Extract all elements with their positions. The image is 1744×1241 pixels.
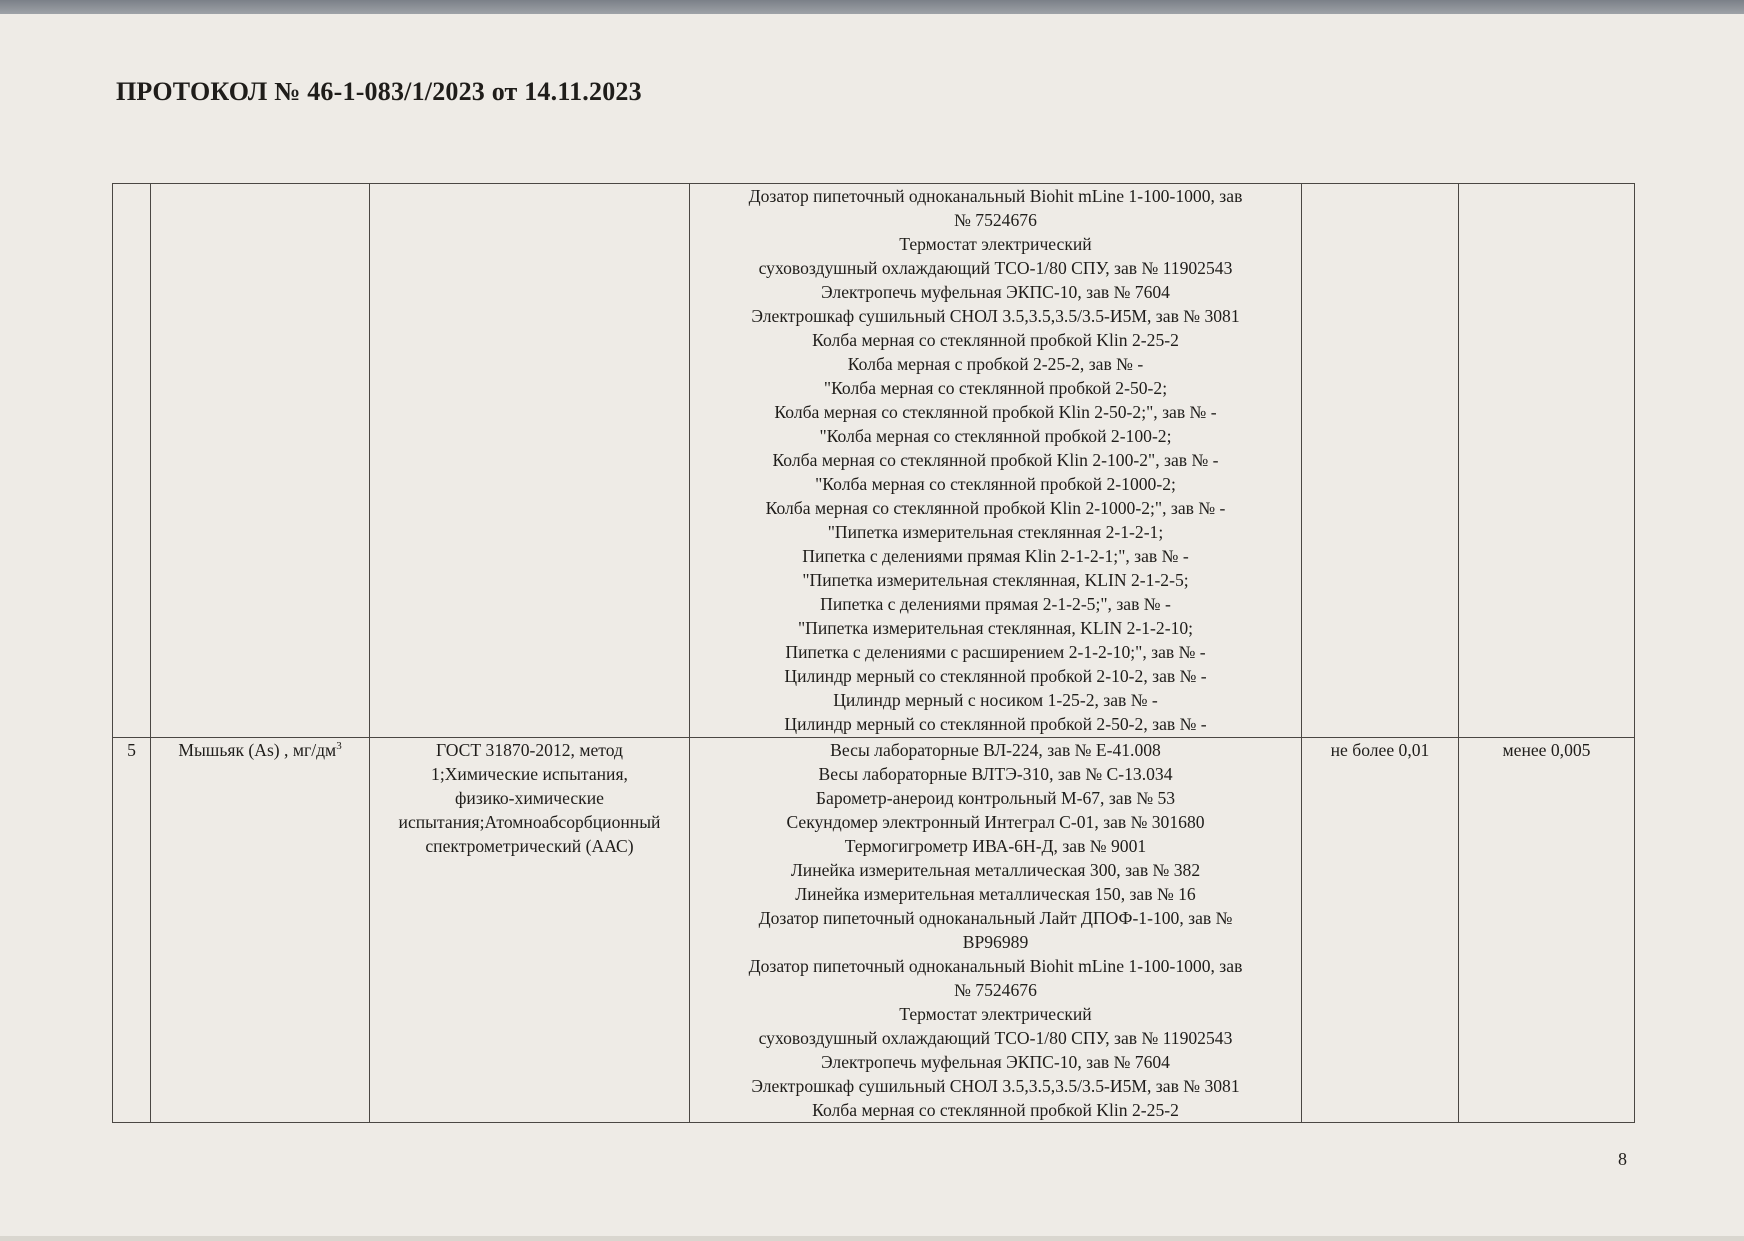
norm-cell — [1302, 184, 1459, 738]
cell-line: Пипетка с делениями с расширением 2-1-2-10;", зав № - — [785, 642, 1206, 662]
cell-line: Дозатор пипеточный одноканальный Biohit mLine 1-100-1000, зав — [748, 956, 1243, 976]
cell-line: физико-химические — [455, 788, 604, 808]
cell-line: Термостат электрический — [899, 1004, 1092, 1024]
result-cell — [1459, 184, 1635, 738]
cell-line: Электрошкаф сушильный СНОЛ 3.5,3.5,3.5/3.5-И5М, зав № 3081 — [751, 306, 1240, 326]
results-table — [112, 183, 1635, 1123]
method-cell — [370, 738, 690, 1123]
cell-line: Дозатор пипеточный одноканальный Biohit mLine 1-100-1000, зав — [748, 186, 1243, 206]
cell-line: Цилиндр мерный со стеклянной пробкой 2-10-2, зав № - — [784, 666, 1207, 686]
page-number: 8 — [1618, 1149, 1627, 1169]
protocol-title: ПРОТОКОЛ № 46-1-083/1/2023 от 14.11.2023 — [116, 77, 642, 106]
method-cell — [370, 184, 690, 738]
cell-line: Термостат электрический — [899, 234, 1092, 254]
cell-line: Термогигрометр ИВА-6Н-Д, зав № 9001 — [844, 836, 1147, 856]
cell-line: Цилиндр мерный со стеклянной пробкой 2-50-2, зав № - — [784, 714, 1207, 734]
result-cell: менее 0,005 — [1459, 738, 1635, 1123]
cell-line: 1;Химические испытания, — [431, 764, 628, 784]
cell-line: Электропечь муфельная ЭКПС-10, зав № 7604 — [821, 1052, 1170, 1072]
cell-line: Колба мерная со стеклянной пробкой Klin 2-50-2;", зав № - — [774, 402, 1217, 422]
unit-exponent: 3 — [336, 740, 342, 753]
indicator-cell — [151, 184, 370, 738]
cell-line: № 7524676 — [954, 210, 1037, 230]
cell-line: "Колба мерная со стеклянной пробкой 2-1000-2; — [815, 474, 1176, 494]
cell-line: Пипетка с делениями прямая 2-1-2-5;", зав № - — [820, 594, 1171, 614]
cell-line: Колба мерная со стеклянной пробкой Klin 2-100-2", зав № - — [772, 450, 1219, 470]
indicator-name: Мышьяк (As) , мг/дм — [178, 740, 337, 760]
cell-line: № 7524676 — [954, 980, 1037, 1000]
cell-line: "Пипетка измерительная стеклянная, KLIN 2-1-2-10; — [797, 618, 1194, 638]
cell-line: Колба мерная со стеклянной пробкой Klin 2-25-2 — [812, 1100, 1179, 1120]
cell-line: "Пипетка измерительная стеклянная 2-1-2-1; — [827, 522, 1164, 542]
cell-line: "Колба мерная со стеклянной пробкой 2-50-2; — [823, 378, 1168, 398]
norm-cell: не более 0,01 — [1302, 738, 1459, 1123]
cell-line: Дозатор пипеточный одноканальный Лайт ДПОФ-1-100, зав № — [758, 908, 1233, 928]
row-number-cell — [113, 184, 151, 738]
cell-line: ВР96989 — [962, 932, 1029, 952]
table-row — [113, 738, 1635, 1123]
cell-line: Колба мерная со стеклянной пробкой Klin 2-1000-2;", зав № - — [765, 498, 1226, 518]
cell-line: Барометр-анероид контрольный М-67, зав № 53 — [815, 788, 1176, 808]
cell-line: Весы лабораторные ВЛТЭ-310, зав № С-13.034 — [818, 764, 1173, 784]
cell-line: Секундомер электронный Интеграл С-01, зав № 301680 — [786, 812, 1205, 832]
equipment-cell — [690, 184, 1302, 738]
cell-line: испытания;Атомноабсорбционный — [398, 812, 661, 832]
cell-line: Цилиндр мерный с носиком 1-25-2, зав № - — [833, 690, 1158, 710]
table-row — [113, 184, 1635, 738]
cell-line: "Пипетка измерительная стеклянная, KLIN 2-1-2-5; — [802, 570, 1189, 590]
cell-line: Линейка измерительная металлическая 300, зав № 382 — [790, 860, 1201, 880]
row-number-cell: 5 — [113, 738, 151, 1123]
cell-line: суховоздушный охлаждающий ТСО-1/80 СПУ, зав № 11902543 — [758, 1028, 1233, 1048]
scan-top-edge — [0, 0, 1744, 14]
cell-line: Колба мерная с пробкой 2-25-2, зав № - — [847, 354, 1144, 374]
indicator-cell — [151, 738, 370, 1123]
cell-line: "Колба мерная со стеклянной пробкой 2-100-2; — [819, 426, 1172, 446]
cell-line: Весы лабораторные ВЛ-224, зав № Е-41.008 — [830, 740, 1161, 760]
cell-line: Пипетка с делениями прямая Klin 2-1-2-1;", зав № - — [802, 546, 1189, 566]
cell-line: Электропечь муфельная ЭКПС-10, зав № 7604 — [821, 282, 1170, 302]
cell-line: Линейка измерительная металлическая 150, зав № 16 — [795, 884, 1196, 904]
cell-line: Электрошкаф сушильный СНОЛ 3.5,3.5,3.5/3.5-И5М, зав № 3081 — [751, 1076, 1240, 1096]
equipment-cell — [690, 738, 1302, 1123]
cell-line: спектрометрический (ААС) — [425, 836, 634, 856]
cell-line: суховоздушный охлаждающий ТСО-1/80 СПУ, зав № 11902543 — [758, 258, 1233, 278]
cell-line: Колба мерная со стеклянной пробкой Klin 2-25-2 — [812, 330, 1179, 350]
cell-line: ГОСТ 31870-2012, метод — [435, 740, 623, 760]
scan-bottom-edge — [0, 1236, 1744, 1241]
